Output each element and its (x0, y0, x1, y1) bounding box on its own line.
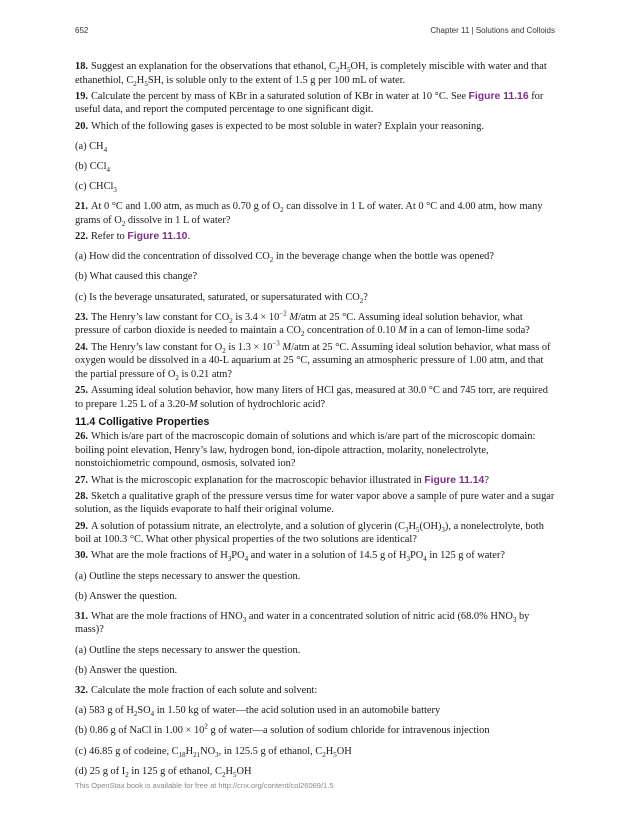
option-b: (b) What caused this change? (75, 271, 198, 283)
text: in the beverage change when the bottle was opened? (273, 251, 494, 263)
text: (a) CH (75, 140, 104, 152)
text: Which is/are part of the macroscopic domain of solutions and which is/are part of the microscopic domain: boiling point elevation, Henry’s law, hydrogen bond, ion-dipole attraction, molarity, nonelectrolyte, nonstoichiometric compound, osmosis, solvated ion? (75, 431, 536, 470)
text: /atm at 25 °C. Assuming ideal solution behavior, what pressure of carbon dioxide is needed to maintain a CO (75, 311, 523, 337)
subscript: 5 (415, 525, 420, 534)
unit-italic: M (188, 398, 198, 410)
text: (d) 25 g of I (75, 765, 126, 777)
subscript: 4 (106, 166, 110, 175)
subscript: 3 (215, 750, 219, 759)
text: A solution of potassium nitrate, an electrolyte, and a solution of glycerin (C (91, 520, 405, 532)
subscript: 3 (406, 555, 410, 564)
subscript: 2 (133, 710, 138, 719)
text: . (187, 231, 191, 243)
subscript: 2 (133, 79, 137, 88)
option-c (75, 180, 555, 194)
text: ), a nonelectrolyte, both boil at 100.3 °C. What other physical properties of the two solutions are identical? (75, 520, 544, 546)
exercise-26 (75, 430, 555, 471)
exercise-list (75, 60, 555, 785)
text: by mass)? (75, 610, 530, 636)
text: Calculate the percent by mass of KBr in a saturated solution of KBr in water at 10 °C. See (91, 90, 469, 102)
text: H (339, 61, 348, 72)
chapter-header: Chapter 11 | Solutions and Colloids (430, 26, 555, 35)
superscript: 2 (204, 722, 208, 731)
subscript: 2 (269, 256, 274, 265)
text: (c) Is the beverage unsaturated, saturated, or supersaturated with CO (75, 291, 360, 303)
unit-italic: M (286, 311, 298, 323)
exercise-24 (75, 341, 555, 382)
option-d (75, 765, 555, 779)
text: ? (363, 291, 368, 303)
text: OH (236, 765, 252, 777)
option-c (75, 745, 555, 759)
text: ? (484, 474, 489, 486)
text: in 125 g of ethanol, C (128, 765, 222, 777)
text: H (136, 74, 145, 86)
exercise-30 (75, 549, 555, 563)
exercise-number: 25. (75, 385, 88, 396)
subscript: 2 (175, 373, 179, 382)
exercise-number: 23. (75, 311, 88, 323)
text: Calculate the mole fraction of each solute and solvent: (91, 685, 318, 697)
text: NO (200, 745, 216, 757)
exercise-28 (75, 490, 555, 517)
exercise-number: 19. (75, 90, 88, 102)
option-b: (b) Answer the question. (75, 664, 178, 676)
option-b (75, 160, 555, 174)
text: Suggest an explanation for the observations that ethanol, C (91, 61, 336, 72)
subscript: 3 (404, 525, 409, 534)
exercise-32 (75, 684, 555, 698)
subscript: 2 (300, 330, 305, 339)
subscript: 3 (113, 186, 117, 195)
text: in 1.50 kg of water—the acid solution used in an automobile battery (154, 705, 441, 717)
text: H (225, 765, 233, 777)
option-a: (a) Outline the steps necessary to answer the question. (75, 570, 301, 582)
unit-italic: M (282, 341, 292, 353)
option-c (75, 291, 555, 305)
text: (b) CCl (75, 160, 107, 172)
figure-link[interactable]: Figure 11.14 (424, 474, 485, 486)
exercise-number: 26. (75, 431, 88, 443)
text: PO (410, 550, 424, 562)
option-b: (b) Answer the question. (75, 590, 178, 602)
exercise-31 (75, 610, 555, 637)
exercise-25 (75, 384, 555, 411)
subscript: 4 (244, 555, 249, 564)
text: g of water—a solution of sodium chloride for intravenous injection (207, 725, 490, 737)
figure-link[interactable]: Figure 11.16 (468, 90, 529, 102)
text: (a) How did the concentration of dissolved CO (75, 251, 270, 263)
text: The Henry’s law constant for CO (91, 311, 230, 323)
option-b (75, 724, 555, 738)
subscript: 4 (150, 710, 155, 719)
option-a: (a) Outline the steps necessary to answer the question. (75, 644, 301, 656)
exercise-29 (75, 520, 555, 547)
text: is 3.4 × 10 (232, 311, 280, 323)
subscript: 2 (121, 219, 126, 228)
page-footer: This OpenStax book is available for free at http://cnx.org/content/col26069/1.5 (75, 781, 334, 790)
subscript: 2 (221, 770, 226, 779)
exercise-number: 27. (75, 474, 88, 486)
exercise-18 (75, 60, 555, 87)
text: (OH) (419, 520, 442, 532)
exercise-number: 29. (75, 520, 88, 532)
text: (c) CHCl (75, 181, 114, 193)
subscript: 2 (280, 206, 284, 215)
exercise-number: 24. (75, 341, 88, 353)
exercise-19 (75, 90, 555, 117)
text: The Henry’s law constant for O (91, 341, 223, 353)
exercise-20 (75, 120, 555, 134)
unit-italic: M (398, 325, 407, 337)
text: H (185, 745, 194, 757)
subscript: 5 (347, 66, 351, 75)
text: OH (336, 745, 352, 757)
text: What is the microscopic explanation for the macroscopic behavior illustrated in (91, 474, 425, 486)
text: dissolve in 1 L of water? (125, 214, 231, 226)
exercise-number: 20. (75, 120, 88, 132)
subscript: 2 (336, 66, 340, 75)
subscript: 2 (322, 750, 326, 759)
subscript: 21 (193, 750, 201, 759)
exercise-number: 21. (75, 201, 88, 213)
text: in 125 g of water? (426, 550, 505, 562)
figure-link[interactable]: Figure 11.10 (127, 231, 188, 243)
subscript: 3 (441, 525, 445, 534)
subscript: 2 (359, 296, 364, 305)
text: What are the mole fractions of HNO (91, 610, 243, 622)
page-number: 652 (75, 26, 89, 35)
subscript: 5 (333, 750, 337, 759)
text: /atm at 25 °C. Assuming ideal solution behavior, what mass of oxygen would be dissolved in a 40-L aquarium at 25 °C, assuming an atmospheric pressure of 1.00 atm, and that the partial pressure of O (75, 341, 551, 380)
exercise-number: 22. (75, 231, 88, 243)
exercise-27 (75, 474, 555, 488)
exercise-number: 32. (75, 685, 88, 697)
text: and water in a solution of 14.5 g of H (248, 550, 407, 562)
text: H (325, 745, 334, 757)
subscript: 5 (232, 770, 237, 779)
text: can dissolve in 1 L of water. At 0 °C and 4.00 atm, how many grams of O (75, 201, 543, 226)
option-a (75, 704, 555, 718)
text: concentration of 0.10 (304, 325, 399, 337)
text: (b) 0.86 g of NaCl in 1.00 × 10 (75, 725, 205, 737)
text: What are the mole fractions of H (91, 550, 228, 562)
text: SO (137, 705, 151, 717)
subscript: 2 (222, 346, 226, 355)
subscript: 18 (178, 750, 186, 759)
text: Which of the following gases is expected to be most soluble in water? Explain your reasoning. (91, 120, 485, 132)
exercise-number: 30. (75, 550, 88, 562)
text: At 0 °C and 1.00 atm, as much as 0.70 g of O (91, 201, 281, 213)
subscript: 4 (103, 145, 108, 154)
exercise-number: 31. (75, 610, 88, 622)
text: PO (231, 550, 245, 562)
text: (c) 46.85 g of codeine, C (75, 745, 179, 757)
superscript: −2 (279, 309, 287, 318)
subscript: 4 (423, 555, 427, 564)
text: for useful data, and report the computed percentage to one significant digit. (75, 90, 544, 116)
subscript: 2 (125, 770, 129, 779)
subscript: 2 (229, 316, 233, 325)
superscript: −3 (272, 339, 280, 348)
subscript: 3 (242, 615, 247, 624)
exercise-number: 28. (75, 490, 88, 502)
text: and water in a concentrated solution of nitric acid (68.0% HNO (246, 610, 513, 622)
text: H (408, 520, 416, 532)
text: is 0.21 atm? (178, 368, 233, 380)
section-heading: 11.4 Colligative Properties (75, 416, 210, 429)
exercise-23 (75, 311, 555, 338)
text: , in 125.5 g of ethanol, C (218, 745, 323, 757)
text: Assuming ideal solution behavior, how many liters of HCl gas, measured at 30.0 °C and 745 torr, are required to prepare 1.25 L of a 3.20- (75, 385, 548, 410)
option-a (75, 140, 555, 154)
text: in a can of lemon-lime soda? (406, 325, 530, 337)
subscript: 3 (227, 555, 232, 564)
text: (a) 583 g of H (75, 705, 134, 717)
text: OH, is completely miscible with water and that ethanethiol, C (75, 61, 547, 86)
text: Refer to (91, 231, 128, 243)
subscript: 3 (512, 615, 517, 624)
text: SH, is soluble only to the extent of 1.5 g per 100 mL of water. (147, 74, 406, 86)
exercise-21 (75, 200, 555, 227)
text: Sketch a qualitative graph of the pressure versus time for water vapor above a sample of pure water and a sugar solution, as the liquids evaporate to half their original volume. (75, 490, 555, 516)
subscript: 5 (144, 79, 148, 88)
exercise-number: 18. (75, 61, 88, 72)
text: is 1.3 × 10 (225, 341, 273, 353)
option-a (75, 250, 555, 264)
exercise-22 (75, 230, 555, 244)
text: solution of hydrochloric acid? (197, 398, 326, 410)
